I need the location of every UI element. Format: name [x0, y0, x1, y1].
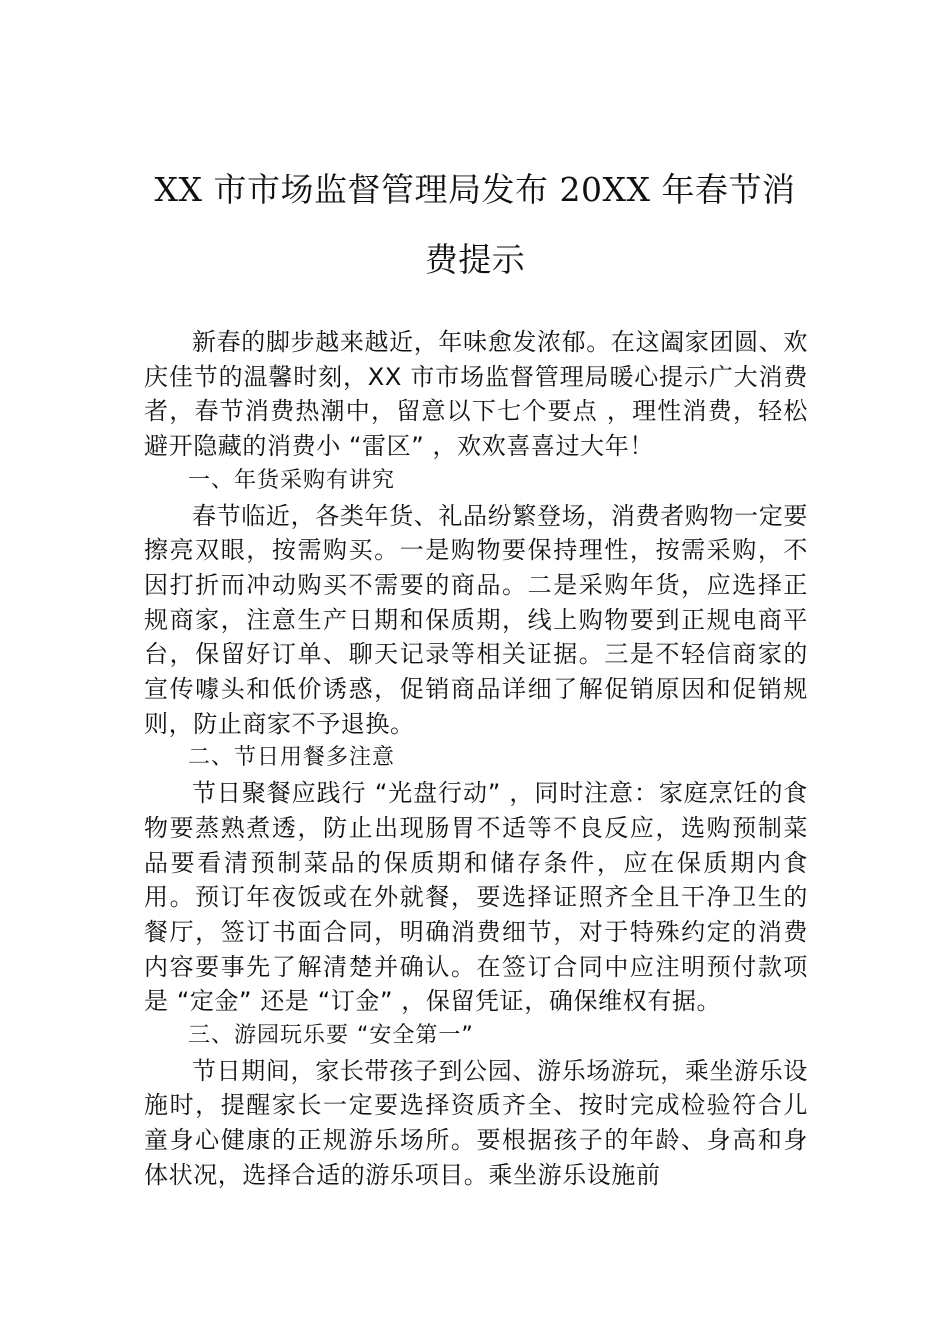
section-body-2: 节日聚餐应践行 “光盘行动” ，同时注意：家庭烹饪的食物要蒸熟煮透，防止出现肠胃不适等不良反应，选购预制菜品要看清预制菜品的保质期和储存条件，应在保质期内食用。预订年夜饭或在外就餐，要选择证照齐全且干净卫生的餐厅，签订书面合同，明确消费细节，对于特殊约定的消费内容要事先了解清楚并确认。在签订合同中应注明预付款项是 “定金” 还是 “订金” ，保留凭证，确保维权有据。: [144, 779, 808, 1016]
section-heading-1: 一、年货采购有讲究: [188, 467, 396, 493]
section-heading-2: 二、节日用餐多注意: [188, 745, 396, 771]
section-body-3: 节日期间，家长带孩子到公园、游乐场游玩，乘坐游乐设施时，提醒家长一定要选择资质齐全、按时完成检验符合儿童身心健康的正规游乐场所。要根据孩子的年龄、身高和身体状况，选择合适的游乐项目。乘坐游乐设施前: [144, 1056, 808, 1189]
document-body: [144, 325, 808, 1193]
section-heading-3: 三、游园玩乐要 “安全第一”: [188, 1023, 474, 1049]
section-body-1: 春节临近，各类年货、礼品纷繁登场，消费者购物一定要擦亮双眼，按需购买。一是购物要保持理性，按需采购，不因打折而冲动购买不需要的商品。二是采购年货，应选择正规商家，注意生产日期和保质期，线上购物要到正规电商平台，保留好订单、聊天记录等相关证据。三是不轻信商家的宣传噱头和低价诱惑，促销商品详细了解促销原因和促销规则，防止商家不予退换。: [144, 501, 808, 738]
document-title: XX 市市场监督管理局发布 20XX 年春节消费提示: [154, 170, 796, 279]
intro-paragraph: 新春的脚步越来越近，年味愈发浓郁。在这阖家团圆、欢庆佳节的温馨时刻，XX 市市场监督管理局暖心提示广大消费者，春节消费热潮中，留意以下七个要点 ，理性消费，轻松避开隐藏的消费小 “雷区” ，欢欢喜喜过大年！: [144, 328, 808, 461]
